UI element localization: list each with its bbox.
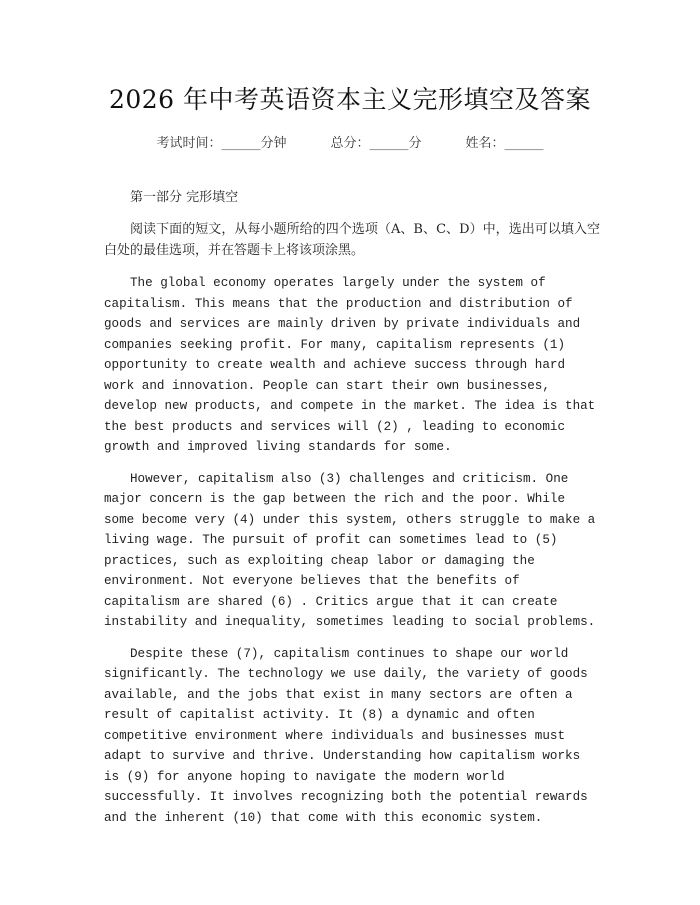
passage-paragraph-3: Despite these (7), capitalism continues to shape our world significantly. The technology we use daily, the variety of goods available, and the jobs that exist in many sectors are often a result of capitalist activity. It (8) a dynamic and often competitive environment where individuals and businesses must adapt to survive and thrive. Understanding how capitalism works is (9) for anyone hoping to navigate the modern world successfully. It involves recognizing both the potential rewards and the inherent (10) that come with this economic system. [104,646,588,825]
document-title: 2026 年中考英语资本主义完形填空及答案 [108,85,592,114]
exam-time-field: 考试时间：______分钟 [156,136,287,151]
exam-meta [0,132,700,151]
passage-paragraph-1: The global economy operates largely under the system of capitalism. This means that the production and distribution of goods and services are mainly driven by private individuals and companies seeking profit. For many, capitalism represents (1) opportunity to create wealth and achieve success through hard work and innovation. People can start their own businesses, develop new products, and compete in the market. The idea is that the best products and services will (2) , leading to economic growth and improved living standards for some. [104,276,596,454]
instructions-text: 阅读下面的短文，从每小题所给的四个选项（A、B、C、D）中，选出可以填入空白处的最佳选项，并在答题卡上将该项涂黑。 [104,222,600,258]
passage-paragraph-2: However, capitalism also (3) challenges and criticism. One major concern is the gap between the rich and the poor. While some become very (4) under this system, others struggle to make a living wage. The pursuit of profit can sometimes lead to (5) practices, such as exploiting cheap labor or damaging the environment. Not everyone believes that the benefits of capitalism are shared (6) . Critics argue that it can create instability and inequality, sometimes leading to social problems. [104,471,596,629]
total-score-field: 总分：______分 [330,136,422,151]
student-name-field: 姓名：______ [465,136,544,151]
section-title: 第一部分 完形填空 [130,190,239,205]
document-body [104,186,600,839]
